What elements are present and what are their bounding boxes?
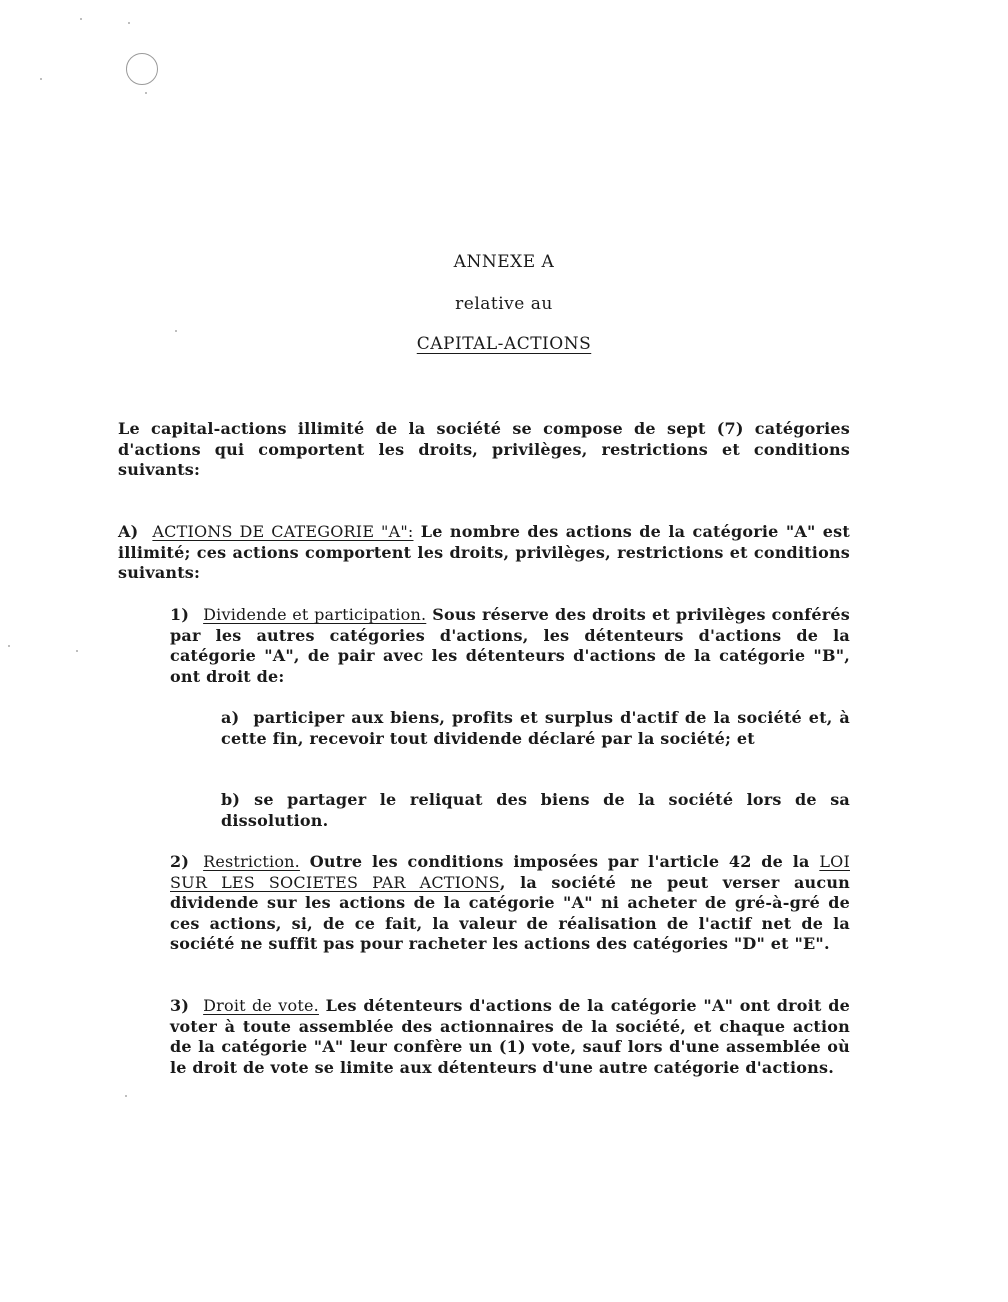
item-3-paragraph [170, 996, 850, 1078]
section-a-number: A) [118, 522, 139, 541]
punch-hole-mark [126, 53, 158, 85]
section-a-text: Le nombre des actions de la catégorie "A" est illimité; ces actions comportent les droits, privilèges, restrictions et conditions suivants: [118, 522, 850, 582]
item-2-paragraph [170, 852, 850, 955]
scan-speck [125, 1095, 127, 1097]
item-1-number: 1) [170, 605, 190, 624]
scan-speck [175, 330, 177, 332]
section-a-paragraph [118, 522, 850, 584]
item-1b-text: se partager le reliquat des biens de la société lors de sa dissolution. [221, 790, 850, 830]
item-3-number: 3) [170, 996, 190, 1015]
item-3-title: Droit de vote. [203, 996, 319, 1015]
item-1a-number: a) [221, 708, 240, 727]
item-1-paragraph [170, 605, 850, 687]
annex-title: ANNEXE A [453, 252, 555, 272]
item-2-text-before: Outre les conditions imposées par l'article 42 de la [309, 852, 810, 871]
item-1a-text: participer aux biens, profits et surplus d'actif de la société et, à cette fin, recevoir tout dividende déclaré par la société; et [221, 708, 850, 748]
scan-speck [8, 645, 10, 647]
section-a-title: ACTIONS DE CATEGORIE "A": [152, 522, 414, 541]
scan-speck [80, 18, 82, 20]
annex-subtitle: relative au [455, 294, 553, 314]
capital-actions-heading: CAPITAL-ACTIONS [416, 334, 592, 354]
item-3-text: Les détenteurs d'actions de la catégorie "A" ont droit de voter à toute assemblée des actionnaires de la société, et chaque action de la catégorie "A" leur confère un (1) vote, sauf lors d'une assemblée où le droit de vote se limite aux détenteurs d'une autre catégorie d'actions. [170, 996, 850, 1077]
intro-paragraph: Le capital-actions illimité de la société se compose de sept (7) catégories d'actions qui comportent les droits, privilèges, restrictions et conditions suivants: [118, 419, 850, 479]
scan-speck [128, 22, 130, 24]
item-1b-paragraph [221, 790, 850, 831]
scan-speck [145, 92, 147, 94]
item-1-title: Dividende et participation. [203, 605, 427, 624]
item-1-text: Sous réserve des droits et privilèges conférés par les autres catégories d'actions, les détenteurs d'actions de la catégorie "A", de pair avec les détenteurs d'actions de la catégorie "B", ont droit de: [170, 605, 850, 686]
item-2-law-name: LOI SUR LES SOCIETES PAR ACTIONS [170, 852, 850, 892]
annex-heading [0, 334, 1008, 354]
item-1b-number: b) [221, 790, 241, 809]
item-2-number: 2) [170, 852, 190, 871]
item-2-text-after: , la société ne peut verser aucun dividende sur les actions de la catégorie "A" ni acheter de gré-à-gré de ces actions, si, de ce fait, la valeur de réalisation de l'actif net de la société ne suffit pas pour racheter les actions des catégories "D" et "E". [170, 872, 850, 953]
scan-speck [76, 650, 78, 652]
item-2-title: Restriction. [203, 852, 300, 871]
item-1a-paragraph [221, 708, 850, 749]
scan-speck [40, 78, 42, 80]
